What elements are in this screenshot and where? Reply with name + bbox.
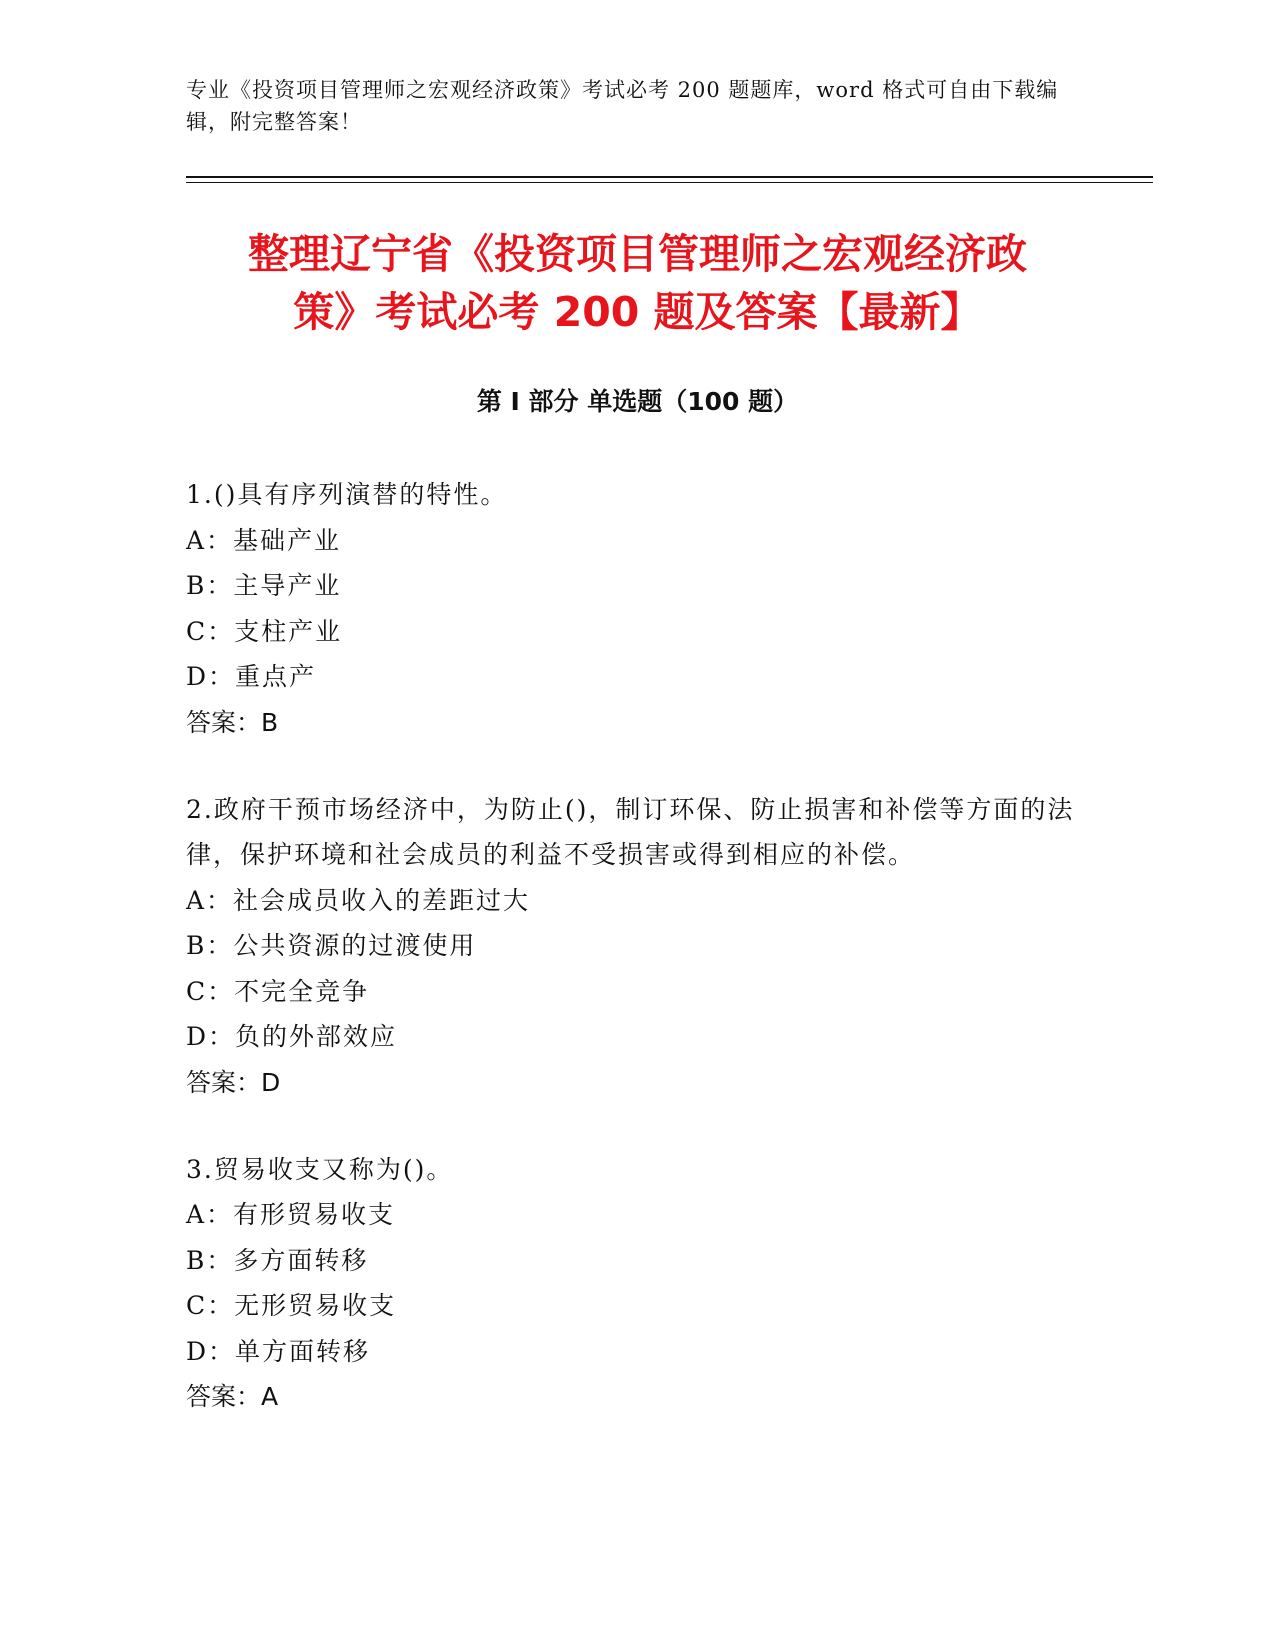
option-c: C：无形贸易收支 <box>186 1291 397 1320</box>
option-d: D：重点产 <box>186 662 317 691</box>
option-b: B：公共资源的过渡使用 <box>186 931 477 960</box>
question-text: 1.()具有序列演替的特性。 <box>186 480 508 509</box>
option-a: A：有形贸易收支 <box>186 1200 396 1229</box>
document-title-line-2: 策》考试必考 200 题及答案【最新】 <box>293 288 982 336</box>
question-list <box>186 472 1076 1461</box>
header-divider-thin <box>186 182 1153 183</box>
answer: 答案：D <box>186 1067 281 1097</box>
question-1 <box>186 472 1076 745</box>
question-3 <box>186 1147 1076 1420</box>
option-c: C：不完全竞争 <box>186 976 370 1006</box>
answer: 答案：B <box>186 707 279 737</box>
question-2 <box>186 787 1076 1105</box>
option-a: A：基础产业 <box>186 525 342 555</box>
option-c: C：支柱产业 <box>186 616 343 646</box>
answer: 答案：A <box>186 1382 279 1411</box>
question-text: 2.政府干预市场经济中，为防止()，制订环保、防止损害和补偿等方面的法律，保护环境和社会成员的利益不受损害或得到相应的补偿。 <box>186 794 1075 869</box>
option-a: A：社会成员收入的差距过大 <box>186 885 531 915</box>
option-d: D：单方面转移 <box>186 1336 371 1366</box>
question-text: 3.贸易收支又称为()。 <box>186 1154 454 1184</box>
section-title: 第 I 部分 单选题（100 题） <box>476 387 799 416</box>
header-note: 专业《投资项目管理师之宏观经济政策》考试必考 200 题题库，word 格式可自由下载编辑，附完整答案！ <box>186 78 1059 134</box>
option-b: B：主导产业 <box>186 571 342 600</box>
document-title <box>186 225 1089 341</box>
header-divider-thick <box>186 176 1153 178</box>
document-title-line-1: 整理辽宁省《投资项目管理师之宏观经济政 <box>248 230 1027 278</box>
option-d: D：负的外部效应 <box>186 1022 398 1051</box>
option-b: B：多方面转移 <box>186 1245 369 1275</box>
